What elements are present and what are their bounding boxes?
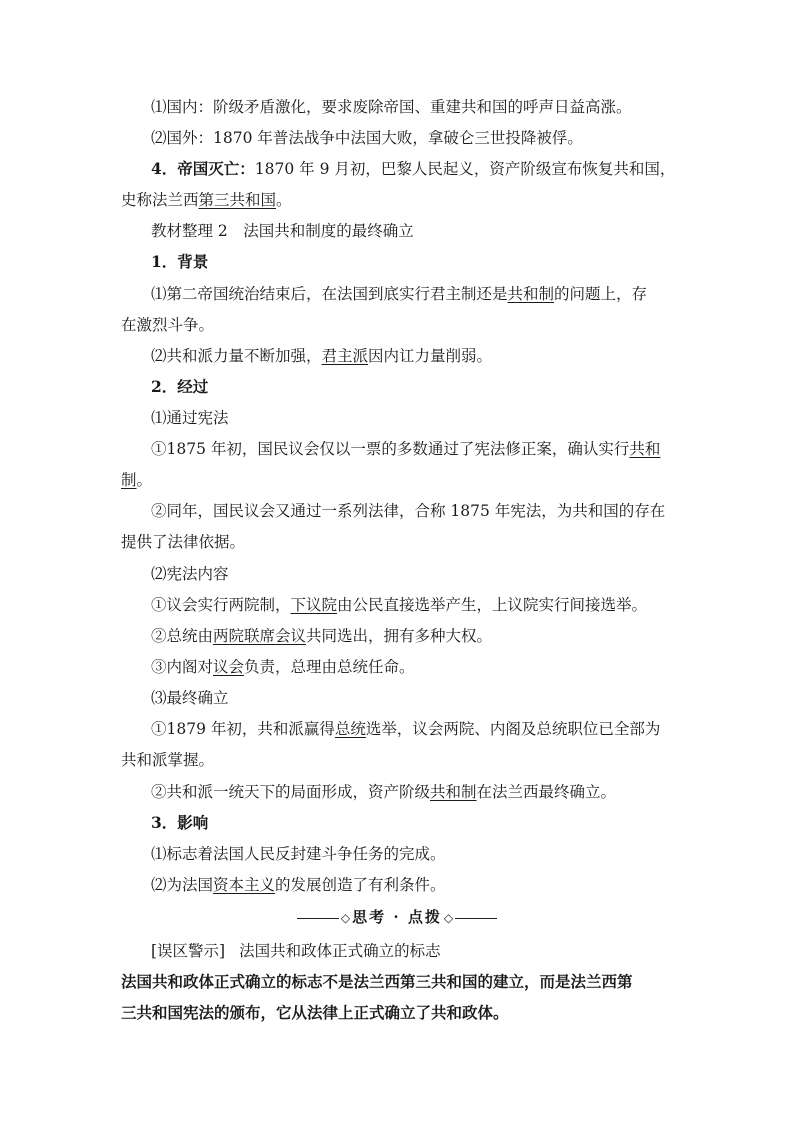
underlined-term: 下议院 — [290, 596, 338, 614]
underlined-term: 第三共和国 — [198, 191, 277, 209]
foreign-cause-line: ⑵国外：1870 年普法战争中法国大败，拿破仑三世投降被俘。 — [151, 129, 583, 147]
heading-impact: 3．影响 — [151, 813, 209, 832]
warning-heading — [151, 941, 441, 961]
subheading-constitution: ⑴通过宪法 — [151, 409, 229, 427]
divider-title: 思考 · 点拨 — [352, 908, 442, 926]
diamond-icon: ◇ — [443, 911, 454, 925]
process-1-cont-line: 制。 — [121, 471, 153, 489]
underlined-term: 共和制 — [507, 285, 555, 303]
warning-body-line-2: 三共和国宪法的颁布，它从法律上正式确立了共和政体。 — [121, 1003, 509, 1022]
domestic-cause-line: ⑴国内：阶级矛盾激化，要求废除帝国、重建共和国的呼声日益高涨。 — [151, 98, 632, 116]
process-2-line: ②同年，国民议会又通过一系列法律，合称 1875 年宪法，为共和国的存在 — [151, 502, 666, 520]
underlined-term: 制 — [121, 471, 137, 489]
third-republic-line: 史称法兰西第三共和国。 — [121, 191, 292, 209]
underlined-term: 议会 — [213, 658, 245, 676]
impact-1-line: ⑴标志着法国人民反封建斗争任务的完成。 — [151, 845, 446, 863]
heading-process: 2．经过 — [151, 377, 209, 396]
impact-2-line: ⑵为法国资本主义的发展创造了有利条件。 — [151, 876, 446, 894]
background-2-line: ⑵共和派力量不断加强，君主派因内讧力量削弱。 — [151, 347, 493, 365]
think-tip-divider — [0, 907, 794, 928]
final-2-line: ②共和派一统天下的局面形成，资产阶级共和制在法兰西最终确立。 — [151, 783, 617, 801]
section-title: 教材整理 2 法国共和制度的最终确立 — [151, 222, 414, 240]
background-1-line: ⑴第二帝国统治结束后，在法国到底实行君主制还是共和制的问题上，存 — [151, 285, 648, 303]
final-1-line: ①1879 年初，共和派赢得总统选举，议会两院、内阁及总统职位已全部为 — [151, 720, 661, 738]
final-1-cont-line: 共和派掌握。 — [121, 751, 215, 769]
underlined-term: 共和制 — [430, 783, 477, 801]
content-3-line: ③内阁对议会负责，总理由总统任命。 — [151, 658, 415, 676]
subheading-content: ⑵宪法内容 — [151, 565, 229, 583]
empire-fall-heading: 4．帝国灭亡： — [151, 159, 255, 178]
underlined-term: 共和 — [629, 440, 661, 458]
subheading-final: ⑶最终确立 — [151, 689, 229, 707]
warning-body-line-1: 法国共和政体正式确立的标志不是法兰西第三共和国的建立，而是法兰西第 — [121, 972, 633, 991]
divider-rule-right — [455, 918, 497, 919]
underlined-term: 资本主义 — [213, 876, 276, 894]
content-1-line: ①议会实行两院制，下议院由公民直接选举产生，上议院实行间接选举。 — [151, 596, 648, 614]
underlined-term: 君主派 — [321, 347, 369, 365]
process-2-cont-line: 提供了法律依据。 — [121, 533, 246, 551]
underlined-term: 总统 — [334, 720, 366, 738]
warning-tag: [误区警示] — [151, 942, 226, 960]
underlined-term: 两院联席会议 — [213, 627, 307, 645]
diamond-icon: ◇ — [340, 911, 351, 925]
empire-fall-line: 4．帝国灭亡：1870 年 9 月初，巴黎人民起义，资产阶级宣布恢复共和国， — [151, 159, 676, 178]
background-1-cont-line: 在激烈斗争。 — [121, 316, 215, 334]
warning-title: 法国共和政体正式确立的标志 — [239, 942, 441, 960]
heading-background: 1．背景 — [151, 252, 209, 271]
content-2-line: ②总统由两院联席会议共同选出，拥有多种大权。 — [151, 627, 493, 645]
process-1-line: ①1875 年初，国民议会仅以一票的多数通过了宪法修正案，确认实行共和 — [151, 440, 661, 458]
divider-rule-left — [297, 918, 339, 919]
